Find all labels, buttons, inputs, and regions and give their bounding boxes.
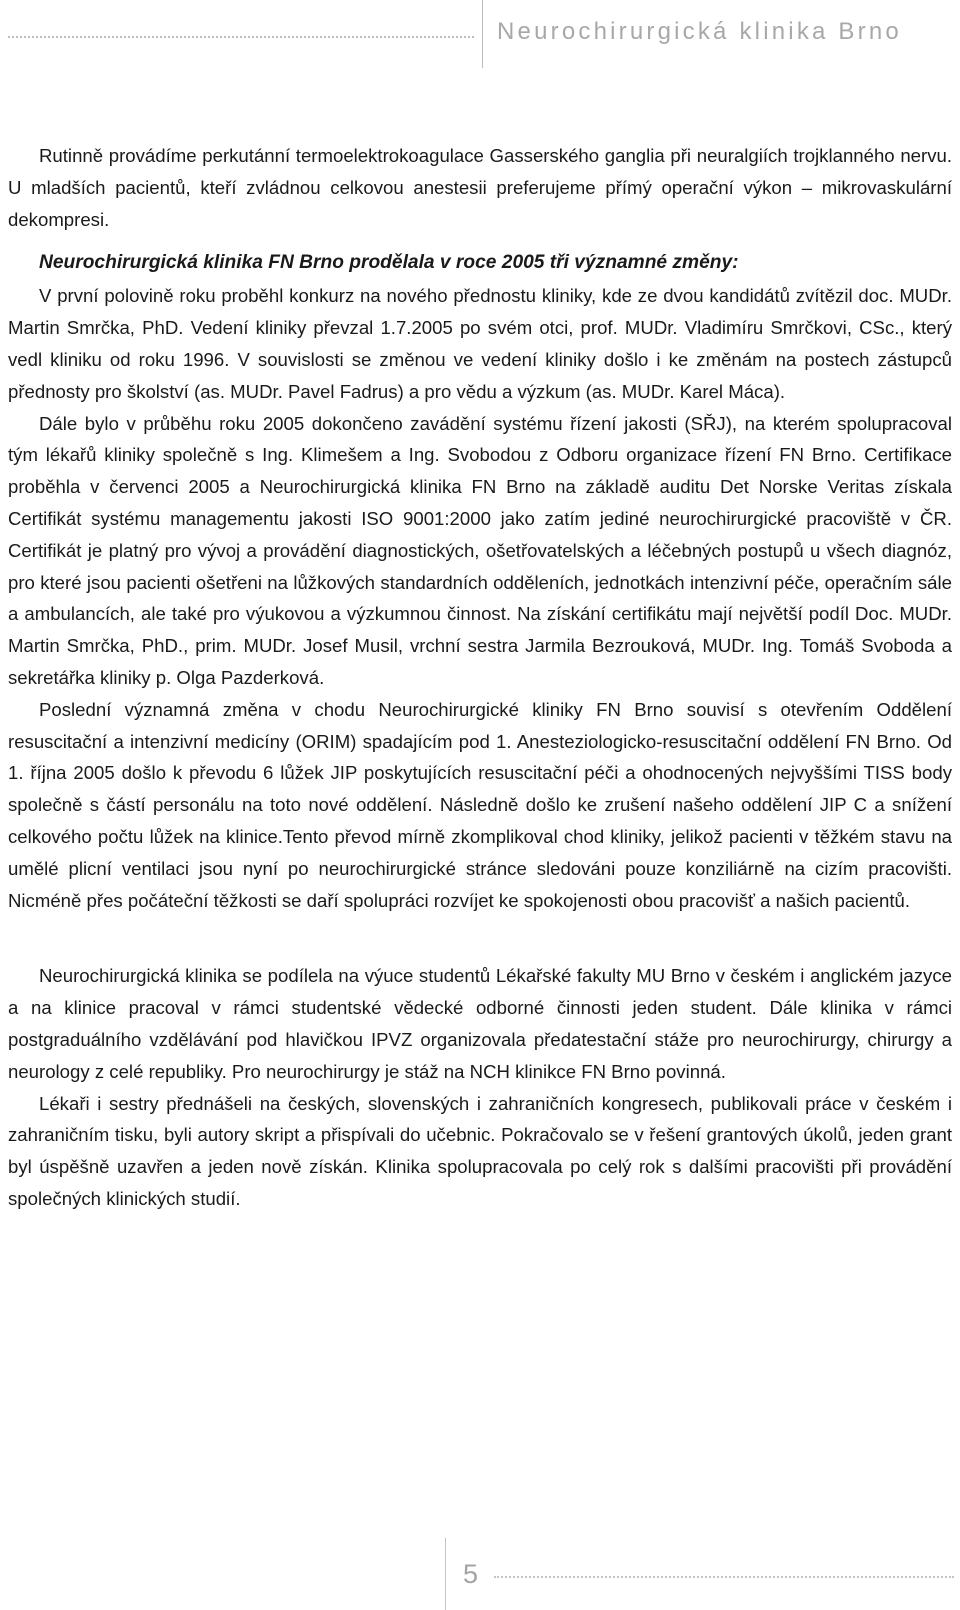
page-content bbox=[8, 140, 952, 1215]
section-paragraph-2: Dále bylo v průběhu roku 2005 dokončeno zavádění systému řízení jakosti (SŘJ), na kterém spolupracoval tým lékařů kliniky společně s Ing. Klimešem a Ing. Svobodou z Odboru organizace řízení FN Brno. Certifikace proběhla v červenci 2005 a Neurochirurgická klinika FN Brno na základě auditu Det Norske Veritas získala Certifikát systému managementu jakosti ISO 9001:2000 jako zatím jediné neurochirurgické pracoviště v ČR. Certifikát je platný pro vývoj a provádění diagnostických, ošetřovatelských a léčebných postupů u všech diagnóz, pro které jsou pacienti ošetřeni na lůžkových standardních odděleních, jednotkách intenzivní péče, operačním sále a ambulancích, ale také pro výukovou a výzkumnou činnost. Na získání certifikátu mají největší podíl Doc. MUDr. Martin Smrčka, PhD., prim. MUDr. Josef Musil, vrchní sestra Jarmila Bezrouková, MUDr. Ing. Tomáš Svoboda a sekretářka kliniky p. Olga Pazderková. bbox=[8, 412, 952, 688]
teaching-paragraph-1: Neurochirurgická klinika se podílela na výuce studentů Lékařské fakulty MU Brno v českém i anglickém jazyce a na klinice pracoval v rámci studentské vědecké odborné činnosti jeden student. Dále klinika v rámci postgraduálního vzdělávání pod hlavičkou IPVZ organizovala předatestační stáže pro neurochirurgy, chirurgy a neurology z celé republiky. Pro neurochirurgy je stáž na NCH klinikce FN Brno povinná. bbox=[8, 965, 952, 1082]
page-number: 5 bbox=[463, 1559, 479, 1589]
teaching-paragraph-2: Lékaři i sestry přednášeli na českých, slovenských i zahraničních kongresech, publikovali práce v českém i zahraničním tisku, byli autory skript a přispívali do učebnic. Pokračovalo se v řešení grantových úkolů, jeden grant byl úspěšně uzavřen a jeden nově získán. Klinika spolupracovala po celý rok s dalšími pracovišti při provádění společných klinických studií. bbox=[8, 1092, 952, 1209]
section-heading: Neurochirurgická klinika FN Brno prodělala v roce 2005 tři významné změny: bbox=[39, 252, 739, 274]
footer-dotted-rule bbox=[494, 1576, 954, 1578]
header-divider bbox=[482, 0, 483, 68]
header-dotted-rule bbox=[8, 36, 474, 38]
running-header-title: Neurochirurgická klinika Brno bbox=[497, 18, 902, 45]
intro-paragraph: Rutinně provádíme perkutánní termoelektrokoagulace Gasserského ganglia při neuralgiích trojklanného nervu. U mladších pacientů, kteří zvládnou celkovou anestesii preferujeme přímý operační výkon – mikrovaskulární dekompresi. bbox=[8, 145, 952, 230]
footer-divider bbox=[445, 1538, 446, 1610]
section-paragraph-3: Poslední významná změna v chodu Neurochirurgické kliniky FN Brno souvisí s otevřením Oddělení resuscitační a intenzivní medicíny (ORIM) spadajícím pod 1. Anesteziologicko-resuscitační oddělení FN Brno. Od 1. října 2005 došlo k převodu 6 lůžek JIP poskytujících resuscitační péči a ohodnocených nejvyššími TISS body společně s částí personálu na toto nové oddělení. Následně došlo ke zrušení našeho oddělení JIP C a snížení celkového počtu lůžek na klinice.Tento převod mírně zkomplikoval chod kliniky, jelikož pacienti v těžkém stavu na umělé plicní ventilaci jsou nyní po neurochirurgické stránce sledováni pouze konziliárně na cizím pracovišti. Nicméně přes počáteční těžkosti se daří spolupráci rozvíjet ke spokojenosti obou pracovišť a našich pacientů. bbox=[8, 698, 952, 911]
section-paragraph-1: V první polovině roku proběhl konkurz na nového přednostu kliniky, kde ze dvou kandidátů zvítězil doc. MUDr. Martin Smrčka, PhD. Vedení kliniky převzal 1.7.2005 po svém otci, prof. MUDr. Vladimíru Smrčkovi, CSc., který vedl kliniku od roku 1996. V souvislosti se změnou ve vedení kliniky došlo i ke změnám na postech zástupců přednosty pro školství (as. MUDr. Pavel Fadrus) a pro vědu a výzkum (as. MUDr. Karel Máca). bbox=[8, 285, 952, 402]
